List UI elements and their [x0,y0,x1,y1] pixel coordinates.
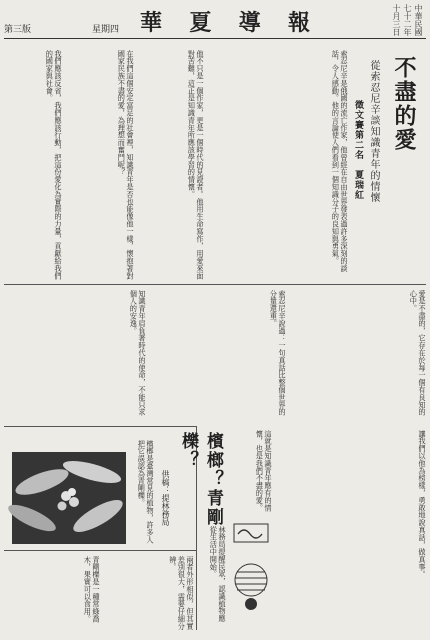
article2-column: 青剛櫟是一種常綠喬木，果實可以食用。 [83,556,101,623]
article-column: 知識青年肩負著時代的使命，不能只求個人的安逸。 [129,290,147,416]
article-column: 這就是知識青年應有的情懷，也是我們不盡的愛。 [255,430,273,512]
article-byline: 徵文賽第二名 夏瑞紅 [353,100,363,200]
masthead-char: 華 [140,10,163,36]
article-subtitle: 從索忍尼辛談知識青年的情懷 [368,60,379,203]
article-column: 愛是不盡的，它存在於每一個有良知的心中。 [409,290,427,416]
column-rule [4,284,426,285]
article-column: 在我們這個安定富足的社會裡，知識青年是否也能像他一樣，懷抱著對國家民族不盡的愛，為理想而奮鬥呢？ [117,50,135,280]
article-title: 不盡的愛 [391,56,416,152]
article-column: 索忍尼辛是俄國的流亡作家，他曾經在自由世界發表過許多深刻的談話，令人感動。他的言論使人們看到一個知識分子的良知與勇氣。 [331,50,349,272]
article-column: 讓我們以他為榜樣，勇敢地說真話，做真事。 [418,430,427,578]
masthead-char: 導 [238,10,261,36]
section-rule [4,426,196,427]
article-column: 我們應該反省，我們應該行動，把這份愛化為實際的力量，貢獻給我們的國家與社會。 [45,50,63,280]
plant-photo-image [12,452,126,544]
article2-column: 兩者外形相似，但其實差別很大，需要仔細分辨。 [168,556,195,630]
section-rule [4,550,196,551]
header-rule [4,38,426,39]
article2-column: 林務局提醒民眾，認識植物應從生活中開始。 [209,526,227,623]
masthead-char: 夏 [189,10,212,36]
masthead [140,6,310,36]
article-column: 他不只是一個作家，更是一個時代的見證者。他用生命寫作，用愛來面對苦難，這正是知識青年所應該學習的情懷。 [187,50,205,280]
plant-photo [12,452,126,544]
decorative-illustration [232,520,270,620]
article2-source: 供稿：提林務局 [161,470,170,526]
page-header [0,0,430,42]
issue-date: 中華民國七十二年十月三日 [392,4,423,36]
article-column: 索忍尼辛說過：一句真話比整個世界的分量還重。 [269,290,287,416]
masthead-char: 報 [287,10,310,36]
article2-column: 檳榔是臺灣常見的植物，許多人把它誤認為青剛櫟。 [137,440,155,544]
weekday: 星期四 [92,25,120,35]
article2-title: 檳榔？青剛櫟？ [178,432,223,527]
page-label: 第三版 [4,25,32,35]
